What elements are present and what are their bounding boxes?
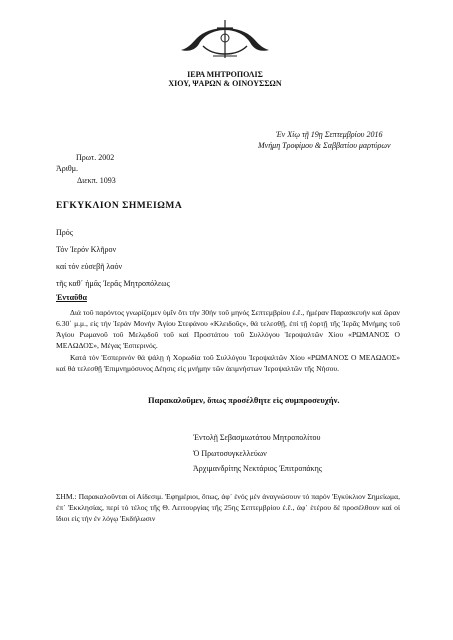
signature-line-2: Ὁ Πρωτοσυγκελλεύων xyxy=(193,449,267,458)
recipient-line-4: τῆς καθ᾽ ἡμᾶς Ἱερᾶς Μητροπόλεως xyxy=(56,279,170,288)
organization-name-line1: ΙΕΡΑ ΜΗΤΡΟΠΟΛΙΣ xyxy=(187,70,263,79)
signature-line-3: Ἀρχιμανδρίτης Νεκτάριος Ἐπιτροπάκης xyxy=(193,464,322,473)
announcement-paragraph: Διά τοῦ παρόντος γνωρίζομεν ὑμῖν ὅτι τήν 30ήν τοῦ μηνός Σεπτεμβρίου ἐ.ἔ., ἡμέραν Παρασκευήν καί ὥραν 6.30΄ μ.μ., εἰς τήν Ἱεράν Μονήν Ἁγίου Στεφάνου «Κλειδοῦς», θά τελεσθῇ, ἐπί τῇ ἑορτῇ τῆς Ἱερᾶς Μνήμης τοῦ Ἁγίου Ρωμανοῦ τοῦ Μελῳδοῦ τοῦ καί Προστάτου τοῦ Συλλόγου Ἱεροψαλτῶν Χίου «ΡΩΜΑΝΟΣ Ο ΜΕΛΩΔΟΣ», Μέγας Ἑσπερινός. xyxy=(56,308,400,350)
document-title: ΕΓΚΥΚΛΙΟΝ ΣΗΜΕΙΩΜΑ xyxy=(56,201,183,211)
protocol-number: Πρωτ. 2002 xyxy=(76,153,115,162)
location-label: Ἐνταῦθα xyxy=(56,293,87,302)
recipient-line-1: Πρός xyxy=(56,228,73,237)
request-line: Παρακαλοῦμεν, ὅπως προσέλθητε εἰς συμπροσευχήν. xyxy=(148,395,340,405)
organization-name-line2: ΧΙΟΥ, ΨΑΡΩΝ & ΟΙΝΟΥΣΣΩΝ xyxy=(168,79,282,88)
memorial-line: Μνήμη Τροφίμου & Σαββατίου μαρτύρων xyxy=(258,141,391,150)
arithmos-label: Ἀριθμ. xyxy=(56,164,79,173)
vespers-paragraph: Κατά τόν Ἑσπερινόν θά ψάλῃ ἡ Χορωδία τοῦ Συλλόγου Ἱεροψαλτῶν Χίου «ΡΩΜΑΝΟΣ Ο ΜΕΛΩΔΟΣ» καί θά τελεσθῇ Ἐπιμνημόσυνος Δέησις εἰς μνήμην τῶν ἀειμνήστων Ἱεροψαλτῶν τῆς Νήσου. xyxy=(56,353,400,373)
recipient-line-3: καί τόν εὐσεβῆ λαόν xyxy=(56,262,123,271)
signature-line-1: Ἐντολῇ Σεβασμιωτάτου Μητροπολίτου xyxy=(193,433,321,442)
metropolis-emblem xyxy=(173,18,278,62)
date-line: Ἐν Χίῳ τῇ 19ῃ Σεπτεμβρίου 2016 xyxy=(276,130,383,139)
diekp-number: Διεκπ. 1093 xyxy=(77,176,116,185)
recipient-line-2: Τόν Ἱερόν Κλῆρον xyxy=(56,245,117,254)
footnote: ΣΗΜ.: Παρακαλοῦνται οἱ Αἰδεσιμ. Ἐφημέριοι, ὅπως, ἀφ᾽ ἑνός μέν ἀναγνώσουν τό παρόν Ἐγκύκλιον Σημείωμα, ἐπ᾽ Ἐκκλησίας, περί τό τέλος τῆς Θ. Λειτουργίας τῆς 25ης Σεπτεμβρίου ἐ.ἔ., ἀφ᾽ ἑτέρου δέ προσέλθουν καί οἱ ἴδιοι εἰς τήν ἐν λόγῳ Ἐκδήλωσιν xyxy=(56,492,400,523)
